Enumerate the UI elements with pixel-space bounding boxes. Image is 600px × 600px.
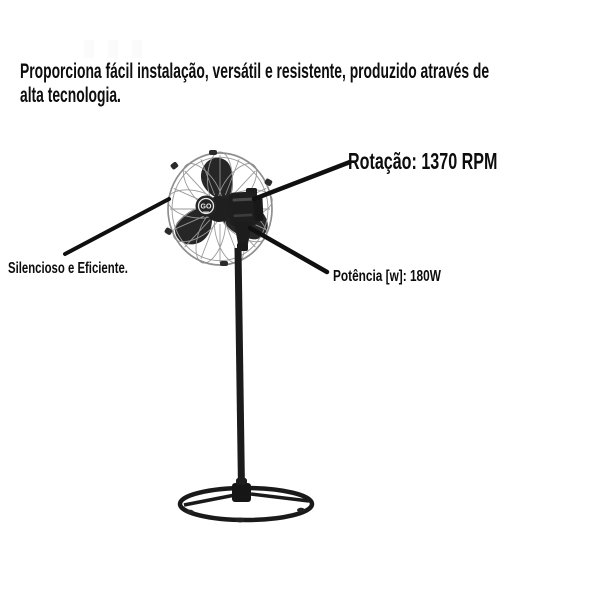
- callout-line-silent: [65, 199, 169, 254]
- fan-pole: [235, 248, 246, 489]
- silent-label: Silencioso e Eficiente.: [8, 260, 128, 277]
- base-foot: [186, 510, 194, 514]
- base-foot: [297, 508, 305, 512]
- callout-line-power: [250, 228, 327, 272]
- brand-tagline-mark: [203, 212, 209, 213]
- power-label: Potência [w]: 180W: [333, 268, 441, 285]
- description-line-1: Proporciona fácil instalação, versátil e resistente, produzido através de: [20, 60, 490, 83]
- rotation-label: Rotação: 1370 RPM: [348, 148, 498, 174]
- fan-base: [180, 478, 312, 522]
- description-line-2: alta tecnologia.: [20, 84, 121, 107]
- base-collar: [232, 483, 251, 502]
- base-foot: [236, 518, 245, 523]
- brand-logo: GO: [200, 203, 212, 211]
